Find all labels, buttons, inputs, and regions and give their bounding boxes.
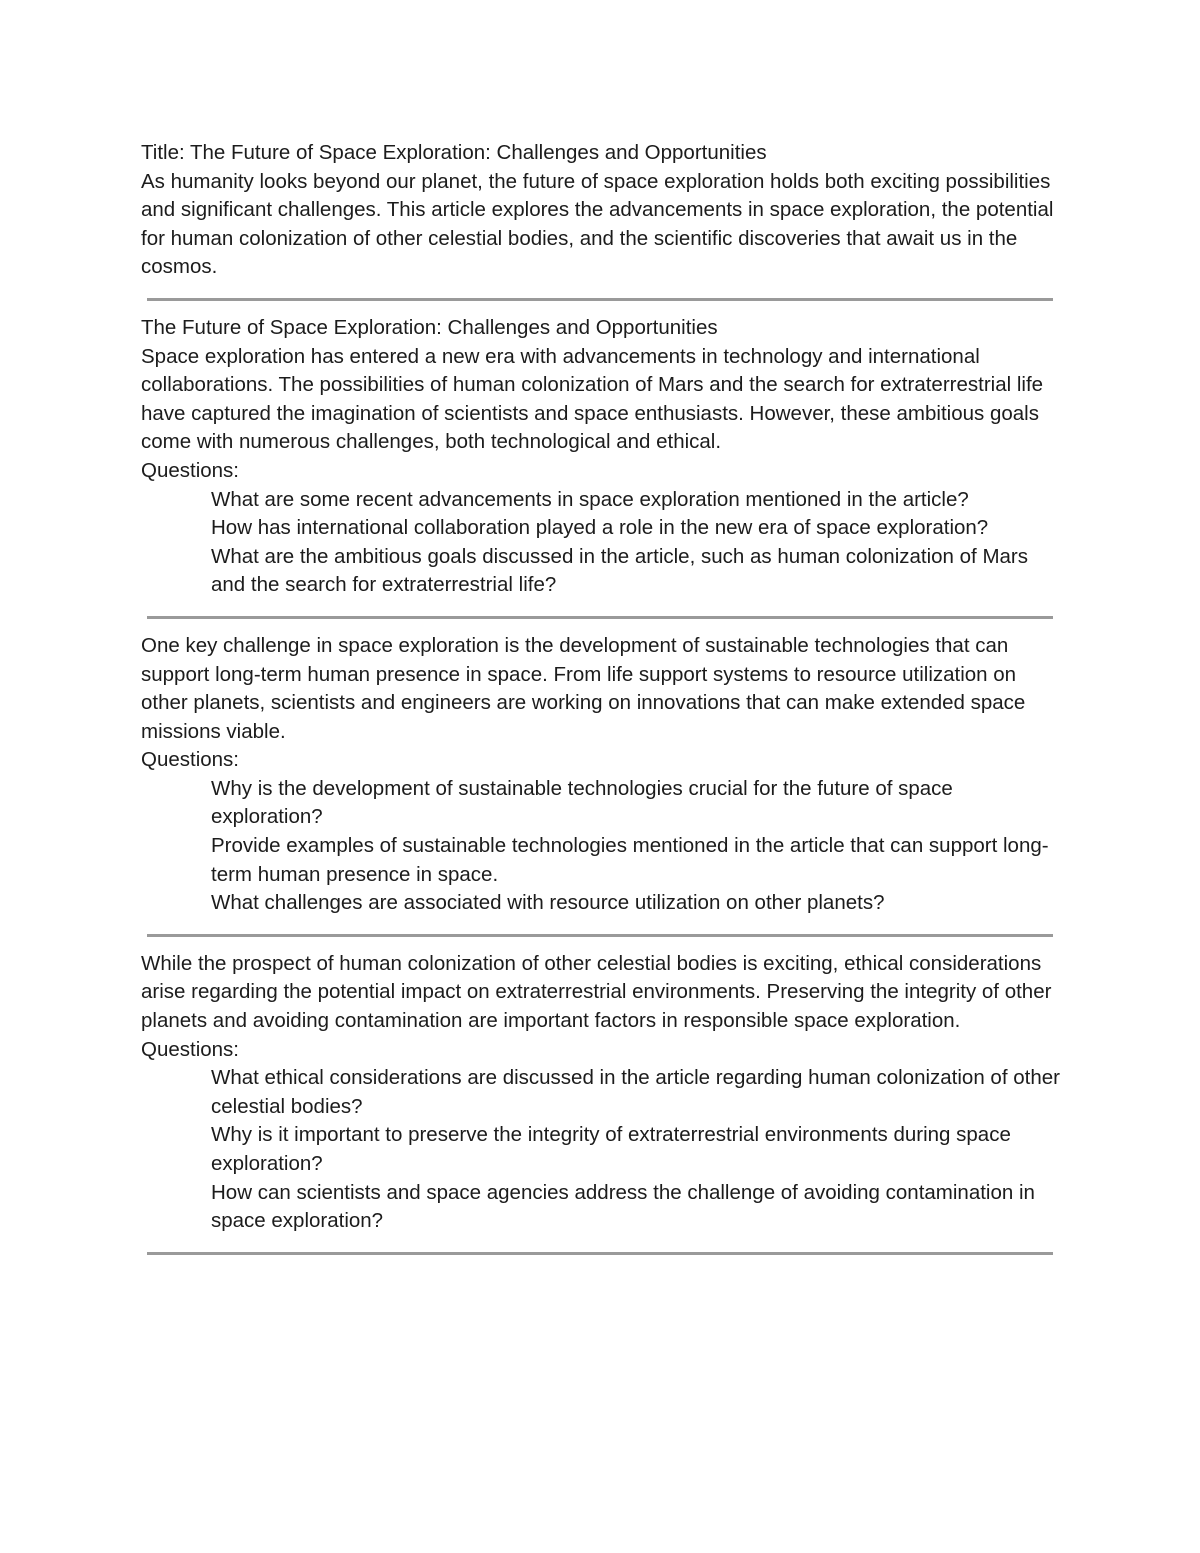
horizontal-divider	[147, 298, 1053, 301]
question-item: What are some recent advancements in space exploration mentioned in the article?	[211, 487, 969, 511]
horizontal-divider	[147, 616, 1053, 619]
questions-list	[141, 1064, 1061, 1236]
intro-block	[141, 139, 1061, 282]
question-item: Why is the development of sustainable technologies crucial for the future of space exploration?	[211, 776, 953, 829]
document-title: Title: The Future of Space Exploration: Challenges and Opportunities	[141, 141, 767, 164]
question-item: How has international collaboration played a role in the new era of space exploration?	[211, 516, 989, 540]
section-paragraph: Space exploration has entered a new era with advancements in technology and international collaborations. The possibilities of human colonization of Mars and the search for extraterrestrial life have captured the imagination of scientists and space enthusiasts. However, these ambitious goals come with numerous challenges, both technological and ethical.	[141, 344, 1044, 454]
document-page	[141, 139, 1061, 1255]
horizontal-divider	[147, 934, 1053, 937]
section-paragraph: One key challenge in space exploration is the development of sustainable technologies that can support long-term human presence in space. From life support systems to resource utilization on other planets, scientists and engineers are working on innovations that can make extended space missions viable.	[141, 633, 1026, 743]
questions-list	[141, 775, 1061, 918]
questions-label: Questions:	[141, 748, 239, 772]
question-item: What are the ambitious goals discussed in the article, such as human colonization of Mars and the search for extraterrestrial life?	[211, 544, 1028, 597]
section-paragraph: While the prospect of human colonization of other celestial bodies is exciting, ethical considerations arise regarding the potential impact on extraterrestrial environments. Preserving the integrity of other planets and avoiding contamination are important factors in responsible space exploration.	[141, 951, 1052, 1033]
intro-paragraph: As humanity looks beyond our planet, the future of space exploration holds both exciting possibilities and significant challenges. This article explores the advancements in space exploration, the potential for human colonization of other celestial bodies, and the scientific discoveries that await us in the cosmos.	[141, 169, 1054, 279]
section-heading: The Future of Space Exploration: Challenges and Opportunities	[141, 315, 718, 339]
section-3	[141, 950, 1061, 1236]
question-item: What ethical considerations are discussed in the article regarding human colonization of other celestial bodies?	[211, 1066, 1060, 1118]
section-1	[141, 314, 1061, 600]
question-item: Why is it important to preserve the integrity of extraterrestrial environments during space exploration?	[211, 1123, 1011, 1175]
questions-label: Questions:	[141, 458, 239, 482]
question-item: Provide examples of sustainable technologies mentioned in the article that can support long-term human presence in space.	[211, 834, 1049, 886]
section-2	[141, 632, 1061, 918]
question-item: What challenges are associated with resource utilization on other planets?	[211, 891, 885, 915]
question-item: How can scientists and space agencies address the challenge of avoiding contamination in space exploration?	[211, 1180, 1035, 1233]
questions-list	[141, 486, 1061, 600]
questions-label: Questions:	[141, 1037, 239, 1061]
horizontal-divider	[147, 1252, 1053, 1255]
